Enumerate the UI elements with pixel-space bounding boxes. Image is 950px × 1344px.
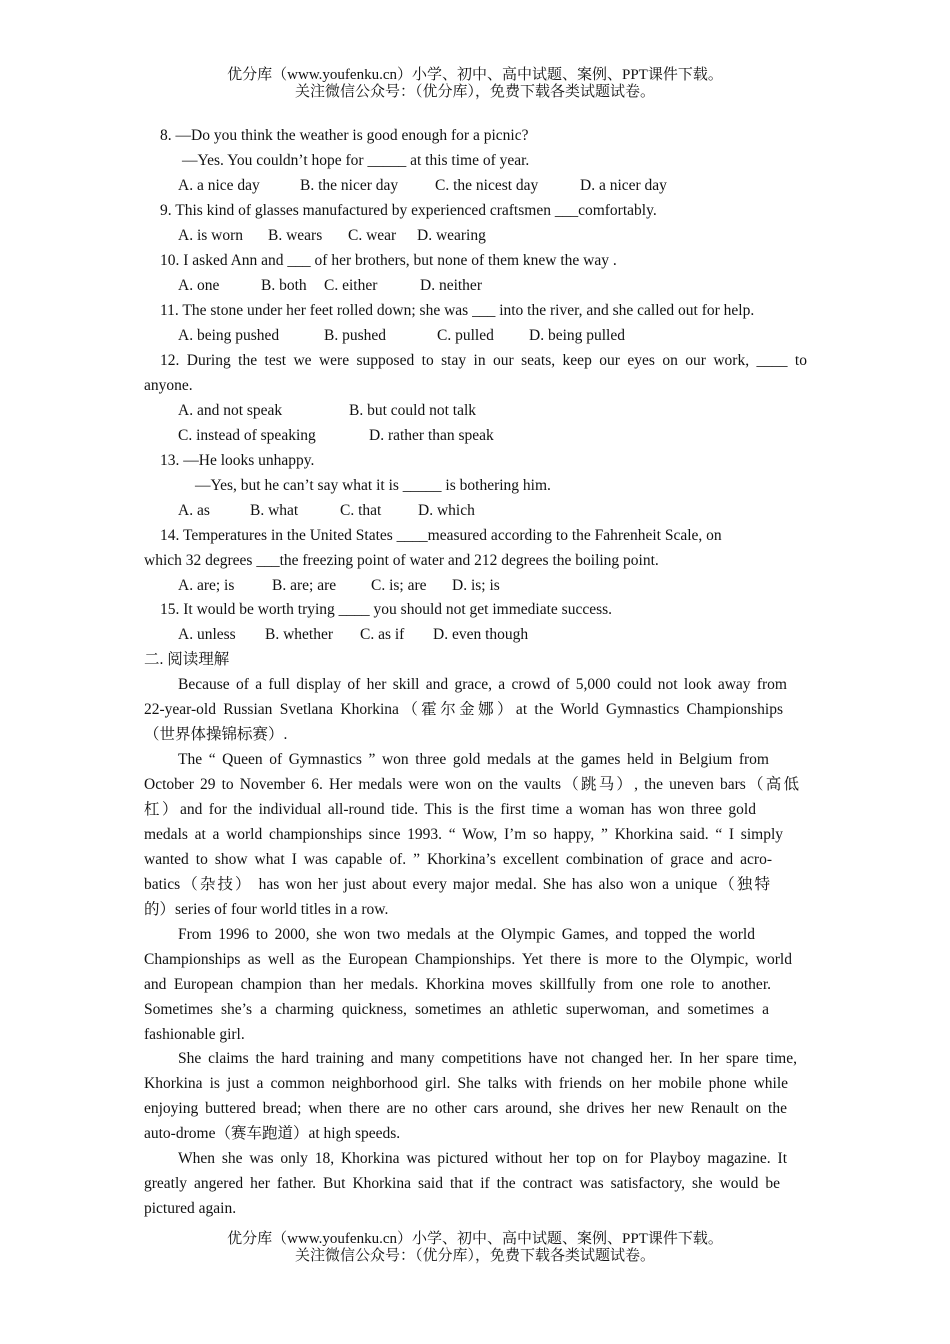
question-14-option-c: C. is; are (371, 577, 427, 594)
section-heading-reading: 二. 阅读理解 (144, 651, 230, 668)
para-2-line-6: batics（杂技） has won her just about every major medal. She has also won a unique（独特 (144, 876, 770, 893)
para-3-line-3: and European champion than her medals. Khorkina moves skillfully from one role to another. (144, 976, 771, 993)
para-3-line-1: From 1996 to 2000, she won two medals at the Olympic Games, and topped the world (178, 926, 755, 943)
para-1-line-1: Because of a full display of her skill and grace, a crowd of 5,000 could not look away from (178, 676, 787, 693)
para-4-line-1: She claims the hard training and many competitions have not changed her. In her spare time, (178, 1050, 797, 1067)
para-3-line-4: Sometimes she’s a charming quickness, sometimes an athletic superwoman, and sometimes a (144, 1001, 769, 1018)
para-1-line-3: （世界体操锦标赛）. (144, 726, 288, 743)
question-15-option-d: D. even though (433, 626, 529, 643)
question-14-stem-line-2: which 32 degrees ___the freezing point of water and 212 degrees the boiling point. (144, 552, 659, 569)
para-5-line-2: greatly angered her father. But Khorkina said that if the contract was satisfactory, she would be (144, 1175, 780, 1192)
question-13-option-a: A. as (178, 502, 210, 519)
header-line-2: 关注微信公众号：（优分库），免费下载各类试题试卷。 (294, 84, 655, 100)
para-2-line-3: 杠）and for the individual all-round tide. This is the first time a woman has won three gold (144, 801, 756, 818)
question-8-reply: —Yes. You couldn’t hope for _____ at this time of year. (182, 152, 530, 169)
question-14-stem-line-1: 14. Temperatures in the United States ____measured according to the Fahrenheit Scale, on (160, 527, 722, 544)
question-10-stem: 10. I asked Ann and ___ of her brothers, but none of them knew the way . (160, 252, 617, 269)
question-10-option-d: D. neither (420, 277, 482, 294)
question-13-option-d: D. which (418, 502, 475, 519)
question-8-stem: 8. —Do you think the weather is good enough for a picnic? (160, 127, 529, 144)
question-13-reply: —Yes, but he can’t say what it is _____ is bothering him. (195, 477, 551, 494)
para-5-line-1: When she was only 18, Khorkina was pictured without her top on for Playboy magazine. It (178, 1150, 787, 1167)
para-4-line-2: Khorkina is just a common neighborhood girl. She talks with friends on her mobile phone while (144, 1075, 788, 1092)
question-10-option-b: B. both (261, 277, 307, 294)
question-13-option-b: B. what (250, 502, 299, 519)
question-13-stem: 13. —He looks unhappy. (160, 452, 315, 469)
question-12-option-b: B. but could not talk (349, 402, 477, 419)
question-15-option-a: A. unless (178, 626, 236, 643)
question-8-option-c: C. the nicest day (435, 177, 539, 194)
question-10-option-c: C. either (324, 277, 378, 294)
para-2-line-5: wanted to show what I was capable of. ” Khorkina’s excellent combination of grace and acro- (144, 851, 772, 868)
question-8-option-d: D. a nicer day (580, 177, 667, 194)
question-15-option-b: B. whether (265, 626, 334, 643)
question-9-option-b: B. wears (268, 227, 323, 244)
header-line-1: 优分库（www.youfenku.cn）小学、初中、高中试题、案例、PPT课件下载。 (227, 67, 723, 83)
question-12-stem-line-1: 12. During the test we were supposed to stay in our seats, keep our eyes on our work, ____ to (160, 352, 807, 369)
question-11-option-c: C. pulled (437, 327, 494, 344)
para-4-line-4: auto-drome（赛车跑道）at high speeds. (144, 1125, 401, 1142)
para-3-line-5: fashionable girl. (144, 1026, 245, 1043)
question-10-option-a: A. one (178, 277, 220, 294)
question-8-option-b: B. the nicer day (300, 177, 399, 194)
question-14-option-a: A. are; is (178, 577, 235, 594)
para-4-line-3: enjoying buttered bread; when there are no other cars around, she drives her new Renault on the (144, 1100, 787, 1117)
question-14-option-b: B. are; are (272, 577, 337, 594)
para-2-line-1: The “ Queen of Gymnastics ” won three gold medals at the games held in Belgium from (178, 751, 769, 768)
question-12-option-a: A. and not speak (178, 402, 283, 419)
para-2-line-7: 的）series of four world titles in a row. (144, 901, 389, 918)
question-15-option-c: C. as if (360, 626, 405, 643)
question-12-option-d: D. rather than speak (369, 427, 494, 444)
question-11-option-a: A. being pushed (178, 327, 280, 344)
question-12-stem-line-2: anyone. (144, 377, 193, 394)
page-footer (0, 1231, 950, 1265)
para-5-line-3: pictured again. (144, 1200, 237, 1217)
footer-line-2: 关注微信公众号：（优分库），免费下载各类试题试卷。 (294, 1248, 655, 1264)
footer-line-1: 优分库（www.youfenku.cn）小学、初中、高中试题、案例、PPT课件下载。 (227, 1231, 723, 1247)
question-9-option-d: D. wearing (417, 227, 486, 244)
question-9-stem: 9. This kind of glasses manufactured by experienced craftsmen ___comfortably. (160, 202, 657, 219)
question-12-option-c: C. instead of speaking (178, 427, 316, 444)
question-11-option-d: D. being pulled (529, 327, 625, 344)
question-11-option-b: B. pushed (324, 327, 386, 344)
question-9-option-c: C. wear (348, 227, 397, 244)
para-1-line-2: 22-year-old Russian Svetlana Khorkina（霍尔金娜）at the World Gymnastics Championships (144, 701, 783, 718)
question-14-option-d: D. is; is (452, 577, 500, 594)
question-8-option-a: A. a nice day (178, 177, 260, 194)
question-15-stem: 15. It would be worth trying ____ you should not get immediate success. (160, 601, 613, 618)
para-3-line-2: Championships as well as the European Championships. Yet there is more to the Olympic, world (144, 951, 792, 968)
page-header (0, 67, 950, 101)
para-2-line-4: medals at a world championships since 1993. “ Wow, I’m so happy, ” Khorkina said. “ I simply (144, 826, 783, 843)
para-2-line-2: October 29 to November 6. Her medals were won on the vaults（跳马）, the uneven bars（高低 (144, 776, 799, 793)
question-11-stem: 11. The stone under her feet rolled down; she was ___ into the river, and she called out for help. (160, 302, 755, 319)
question-9-option-a: A. is worn (178, 227, 244, 244)
question-13-option-c: C. that (340, 502, 382, 519)
